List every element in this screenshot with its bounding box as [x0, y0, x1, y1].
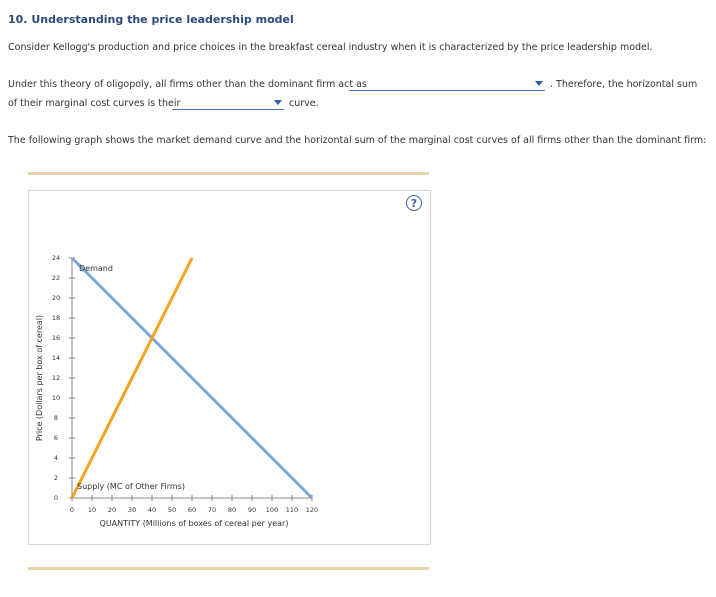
y-tick-label: 24: [51, 254, 61, 262]
x-tick-label: 10: [87, 506, 97, 514]
x-tick-label: 40: [147, 506, 157, 514]
line1-prefix: Under this theory of oligopoly, all firms other than the dominant firm act as: [8, 79, 367, 90]
y-tick-label: 22: [51, 274, 61, 282]
bottom-divider: [28, 567, 429, 570]
x-tick-label: 30: [127, 506, 137, 514]
line2-prefix: of their marginal cost curves is their: [8, 98, 181, 109]
axis-ticks: [69, 258, 312, 501]
y-tick-label: 18: [51, 314, 61, 322]
y-tick-label: 10: [51, 394, 61, 402]
x-tick-label: 110: [285, 506, 299, 514]
y-tick-label: 14: [51, 354, 61, 362]
y-tick-label: 4: [53, 454, 59, 462]
y-tick-label: 0: [53, 494, 59, 502]
x-tick-label: 60: [187, 506, 197, 514]
series-layer: [72, 258, 312, 498]
x-axis-label: QUANTITY (Millions of boxes of cereal per year): [99, 519, 289, 528]
demand-label: Demand: [79, 264, 113, 273]
y-axis-label: Price (Dollars per box of cereal): [35, 314, 44, 442]
supply-label: Supply (MC of Other Firms): [77, 482, 185, 491]
x-tick-label: 50: [167, 506, 177, 514]
graph-intro: The following graph shows the market demand curve and the horizontal sum of the marginal cost curves of all firms other than the dominant firm:: [8, 135, 707, 146]
y-tick-label: 20: [51, 294, 61, 302]
y-tick-label: 6: [53, 434, 59, 442]
line1-suffix: . Therefore, the horizontal sum: [550, 79, 698, 90]
x-tick-label: 90: [247, 506, 257, 514]
y-tick-label: 8: [53, 414, 59, 422]
question-title: 10. Understanding the price leadership model: [8, 13, 294, 26]
x-tick-label: 120: [305, 506, 319, 514]
y-tick-label: 16: [51, 334, 61, 342]
help-icon[interactable]: ?: [406, 195, 422, 211]
x-tick-label: 20: [107, 506, 117, 514]
y-tick-label: 2: [53, 474, 59, 482]
x-tick-label: 80: [227, 506, 237, 514]
y-tick-label: 12: [51, 374, 61, 382]
demand-curve: [72, 258, 312, 498]
x-tick-label: 70: [207, 506, 217, 514]
x-tick-label: 0: [69, 506, 75, 514]
x-tick-label: 100: [265, 506, 279, 514]
label-layer: [35, 254, 318, 528]
line2-suffix: curve.: [289, 98, 319, 109]
question-intro: Consider Kellogg's production and price choices in the breakfast cereal industry when it is characterized by the price leadership model.: [8, 42, 653, 53]
supply-curve: [72, 258, 192, 498]
